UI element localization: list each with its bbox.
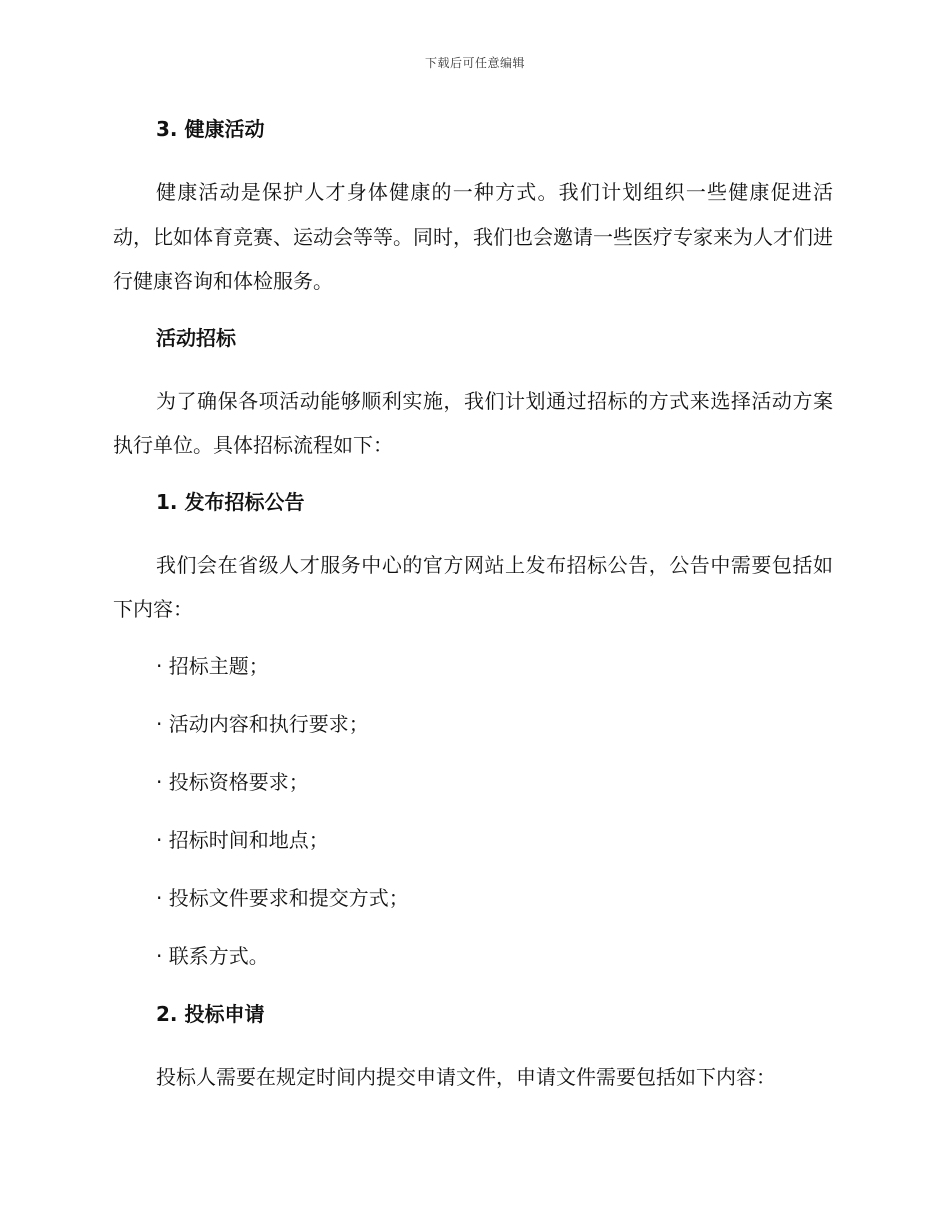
list-item: · 活动内容和执行要求； [156,711,369,736]
document-body [113,112,833,1116]
heading-activity-bidding: 活动招标 [156,325,236,350]
list-item: · 招标主题； [156,653,269,678]
paragraph-bid-application: 投标人需要在规定时间内提交申请文件，申请文件需要包括如下内容： [156,1064,776,1089]
paragraph-health-activities: 健康活动是保护人才身体健康的一种方式。我们计划组织一些健康促进活动，比如体育竞赛、运动会等等。同时，我们也会邀请一些医疗专家来为人才们进行健康咨询和体检服务。 [113,180,833,293]
list-item: · 招标时间和地点； [156,827,329,852]
heading-publish-announcement: 1. 发布招标公告 [156,489,305,514]
paragraph-activity-bidding: 为了确保各项活动能够顺利实施，我们计划通过招标的方式来选择活动方案执行单位。具体招标流程如下： [113,388,833,457]
heading-bid-application: 2. 投标申请 [156,1001,265,1026]
page-header: 下载后可任意编辑 [424,56,525,70]
paragraph-publish-announcement: 我们会在省级人才服务中心的官方网站上发布招标公告，公告中需要包括如下内容： [113,552,833,621]
heading-health-activities: 3. 健康活动 [156,117,265,141]
list-item: · 投标资格要求； [156,769,309,794]
list-item: · 投标文件要求和提交方式； [156,885,409,910]
list-item: · 联系方式。 [156,943,269,968]
